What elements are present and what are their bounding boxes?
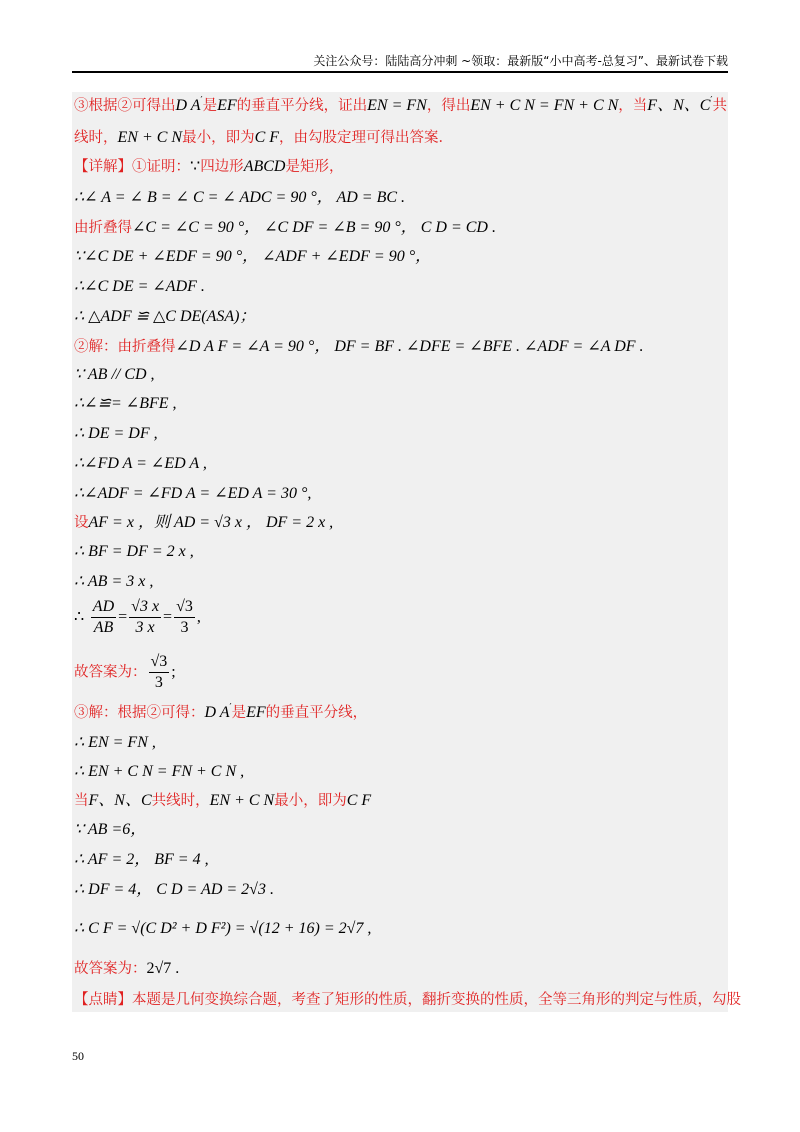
line-18: ∴ $\frac{AD}{AB}$ = $\frac{√3 x}{3 x}$ = $\frac{√3}{3}$ , <box>74 598 201 636</box>
line-12: ∴ DE = DF , <box>74 425 158 442</box>
line-14: ∴∠ADF = ∠FD A = ∠ED A = 30 °, <box>74 485 312 502</box>
fraction-root3x-3x: $\frac{√3 x}{3 x}$ <box>131 598 160 636</box>
line-25: ∴ AF = 2， BF = 4 , <box>74 851 209 868</box>
line-10: ∵ AB // CD , <box>74 366 155 383</box>
line-3: 【详解】①证明：∵四边形ABCD是矩形， <box>74 158 344 175</box>
line-11: ∴∠≌= ∠BFE , <box>74 395 177 412</box>
line-16: ∴ BF = DF = 2 x , <box>74 543 194 560</box>
fraction-ad-ab: $\frac{AD}{AB}$ <box>92 598 115 636</box>
line-22: ∴ EN + C N = FN + C N , <box>74 763 245 780</box>
line-5: 由折叠得∠C = ∠C = 90 °， ∠C DF = ∠B = 90 °， C D = CD . <box>74 219 496 236</box>
line-26: ∴ DF = 4， C D = AD = 2√3 . <box>74 881 274 898</box>
line-28: 故答案为：2√7 . <box>74 960 180 977</box>
line-29: 【点睛】本题是几何变换综合题，考查了矩形的性质，翻折变换的性质，全等三角形的判定与性质，勾股 <box>74 992 741 1008</box>
line-15: 设AF = x ，则 AD = √3 x ， DF = 2 x , <box>74 514 334 531</box>
line-23: 当F、N、C共线时，EN + C N最小，即为C F <box>74 792 372 809</box>
answer-fraction: $\frac{√3}{3}$ <box>150 653 168 691</box>
line-4: ∴∠ A = ∠ B = ∠ C = ∠ ADC = 90 °， AD = BC . <box>74 189 406 206</box>
header-rule <box>72 71 728 73</box>
line-2: 线时，EN + C N最小，即为C F，由勾股定理可得出答案． <box>74 129 454 146</box>
line-7: ∴∠C DE = ∠ADF . <box>74 278 205 295</box>
line-17: ∴ AB = 3 x , <box>74 573 154 590</box>
page-number: 50 <box>72 1049 84 1063</box>
document-body <box>72 92 741 1012</box>
line-27: ∴ C F = √(C D² + D F²) = √(12 + 16) = 2√7 , <box>74 920 372 937</box>
line-21: ∴ EN = FN , <box>74 734 156 751</box>
line-8: ∴ △ADF ≌ △C DE(ASA)； <box>74 308 256 325</box>
line-20: ③解：根据②可得：D A′是EF的垂直平分线， <box>74 703 368 721</box>
fraction-root3-3: $\frac{√3}{3}$ <box>176 598 193 636</box>
line-19: 故答案为： $\frac{√3}{3}$ ; <box>74 653 176 691</box>
line-13: ∴∠FD A = ∠ED A , <box>74 455 207 472</box>
line-6: ∵∠C DE + ∠EDF = 90 °， ∠ADF + ∠EDF = 90 °， <box>74 248 432 265</box>
line-24: ∵ AB =6， <box>74 821 147 838</box>
page-header: 关注公众号：陆陆高分冲刺 ~领取：最新版“小中高考-总复习”、最新试卷下载 <box>313 54 728 68</box>
line-1: ③根据②可得出D A′是EF的垂直平分线，证出EN = FN，得出EN + C N = FN + C N，当F、N、C′共 <box>74 96 727 114</box>
line-9: ②解：由折叠得∠D A F = ∠A = 90 °， DF = BF . ∠DFE = ∠BFE . ∠ADF = ∠A DF . <box>74 338 644 355</box>
